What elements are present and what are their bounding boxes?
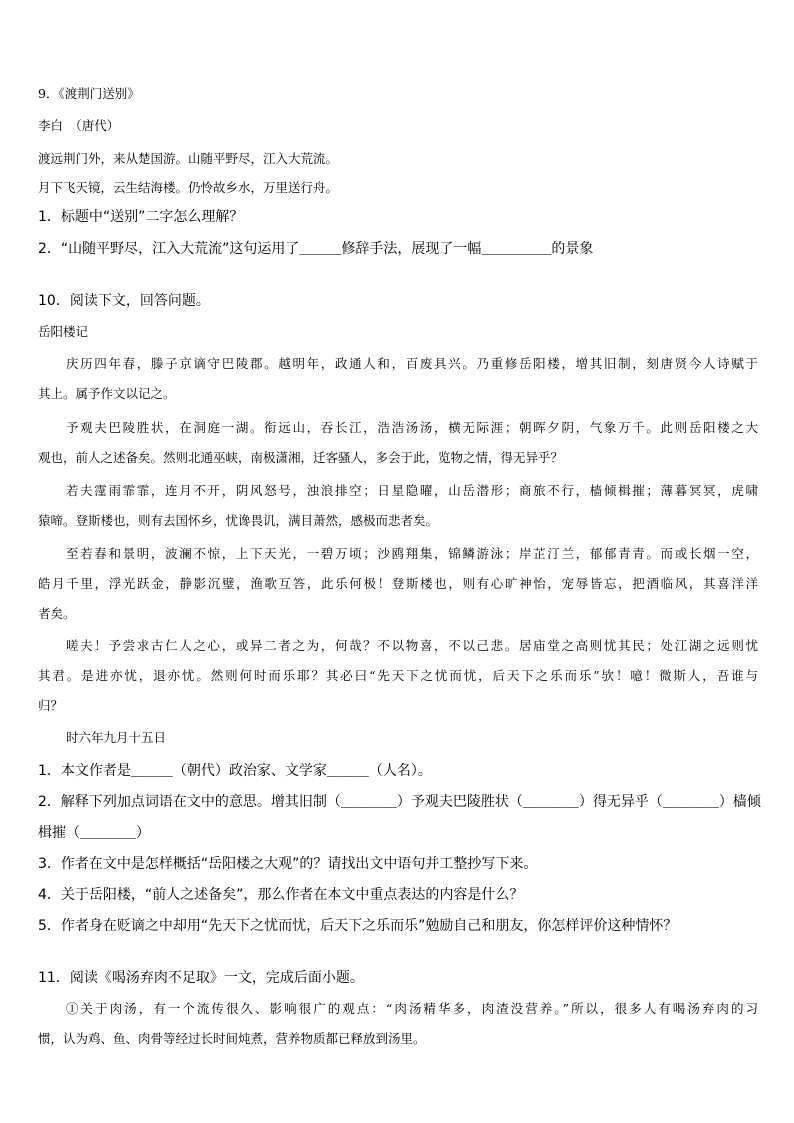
q10-paragraph-3-line-1: 若夫霪雨霏霏，连月不开，阴风怒号，浊浪排空；日星隐曜，山岳潜形；商旅不行，樯倾楫摧；薄暮冥冥，虎啸	[66, 483, 758, 498]
q10-paragraph-5-line-2: 其君。是进亦忧，退亦忧。然则何时而乐耶？其必曰“先天下之忧而忧，后天下之乐而乐”欤！噫！微斯人，吾谁与	[38, 668, 758, 683]
q9-poem-line-2: 月下飞天镜，云生结海楼。仍怜故乡水，万里送行舟。	[38, 180, 339, 195]
q10-paragraph-4-line-3: 者矣。	[38, 606, 76, 621]
q10-paragraph-3-line-2: 猿啼。登斯楼也，则有去国怀乡，忧谗畏讥，满目萧然，感极而悲者矣。	[38, 513, 439, 528]
q11-paragraph-1-line-2: 惯，认为鸡、鱼、肉骨等经过长时间炖煮，营养物质都已释放到汤里。	[38, 1031, 426, 1046]
q10-subquestion-2-line-2: 楫摧（＿＿＿＿）	[38, 825, 150, 841]
q11-intro: 11．阅读《喝汤弃肉不足取》一文，完成后面小题。	[38, 970, 364, 986]
q10-paragraph-1-line-2: 其上。属予作文以记之。	[38, 386, 176, 401]
q10-article-title: 岳阳楼记	[38, 324, 89, 339]
q10-paragraph-2-line-1: 予观夫巴陵胜状，在洞庭一湖。衔远山，吞长江，浩浩汤汤，横无际涯；朝晖夕阴，气象万千。此则岳阳楼之大	[66, 420, 758, 435]
q10-subquestion-5: 5．作者身在贬谪之中却用“先天下之忧而忧，后天下之乐而乐”勉励自己和朋友，你怎样评价这种情怀？	[38, 918, 678, 934]
q9-subquestion-1: 1．标题中“送别”二字怎么理解？	[38, 209, 244, 225]
q10-subquestion-1: 1．本文作者是＿＿＿（朝代）政治家、文学家＿＿＿（人名）。	[38, 763, 432, 779]
q9-poem-line-1: 渡远荆门外，来从楚国游。山随平野尽，江入大荒流。	[38, 151, 339, 166]
q10-paragraph-4-line-2: 皓月千里，浮光跃金，静影沉璧，渔歌互答，此乐何极！登斯楼也，则有心旷神怡，宠辱皆忘，把酒临风，其喜洋洋	[38, 576, 758, 591]
q10-subquestion-3: 3．作者在文中是怎样概括“岳阳楼之大观”的？请找出文中语句并工整抄写下来。	[38, 856, 538, 872]
q10-intro: 10．阅读下文，回答问题。	[38, 293, 210, 309]
q10-paragraph-1-line-1: 庆历四年春，滕子京谪守巴陵郡。越明年，政通人和，百废具兴。乃重修岳阳楼，增其旧制，刻唐贤今人诗赋于	[66, 356, 758, 371]
q10-paragraph-5-line-3: 归？	[38, 698, 64, 713]
q10-subquestion-2-line-1: 2．解释下列加点词语在文中的意思。增其旧制（＿＿＿＿）予观夫巴陵胜状（＿＿＿＿）得无异乎（＿＿＿＿）樯倾	[38, 794, 761, 810]
q9-author: 李白 （唐代）	[38, 118, 120, 133]
q10-date: 时六年九月十五日	[66, 730, 167, 745]
q9-subquestion-2: 2．“山随平野尽，江入大荒流”这句运用了＿＿＿修辞手法，展现了一幅＿＿＿＿＿的景象	[38, 241, 594, 257]
q9-title: 9．《渡荆门送别》	[38, 86, 140, 101]
q10-subquestion-4: 4．关于岳阳楼，“前人之述备矣”，那么作者在本文中重点表达的内容是什么？	[38, 887, 524, 903]
q10-paragraph-2-line-2: 观也，前人之述备矣。然则北通巫峡，南极潇湘，迁客骚人，多会于此，览物之情，得无异乎？	[38, 450, 564, 465]
q10-paragraph-5-line-1: 嗟夫！予尝求古仁人之心，或异二者之为，何哉？不以物喜，不以己悲。居庙堂之高则忧其民；处江湖之远则忧	[66, 638, 758, 653]
q11-paragraph-1-line-1: ①关于肉汤，有一个流传很久、影响很广的观点：“肉汤精华多，肉渣没营养。”所以，很多人有喝汤弃肉的习	[66, 1001, 758, 1016]
q10-paragraph-4-line-1: 至若春和景明，波澜不惊，上下天光，一碧万顷；沙鸥翔集，锦鳞游泳；岸芷汀兰，郁郁青青。而或长烟一空，	[66, 546, 758, 561]
